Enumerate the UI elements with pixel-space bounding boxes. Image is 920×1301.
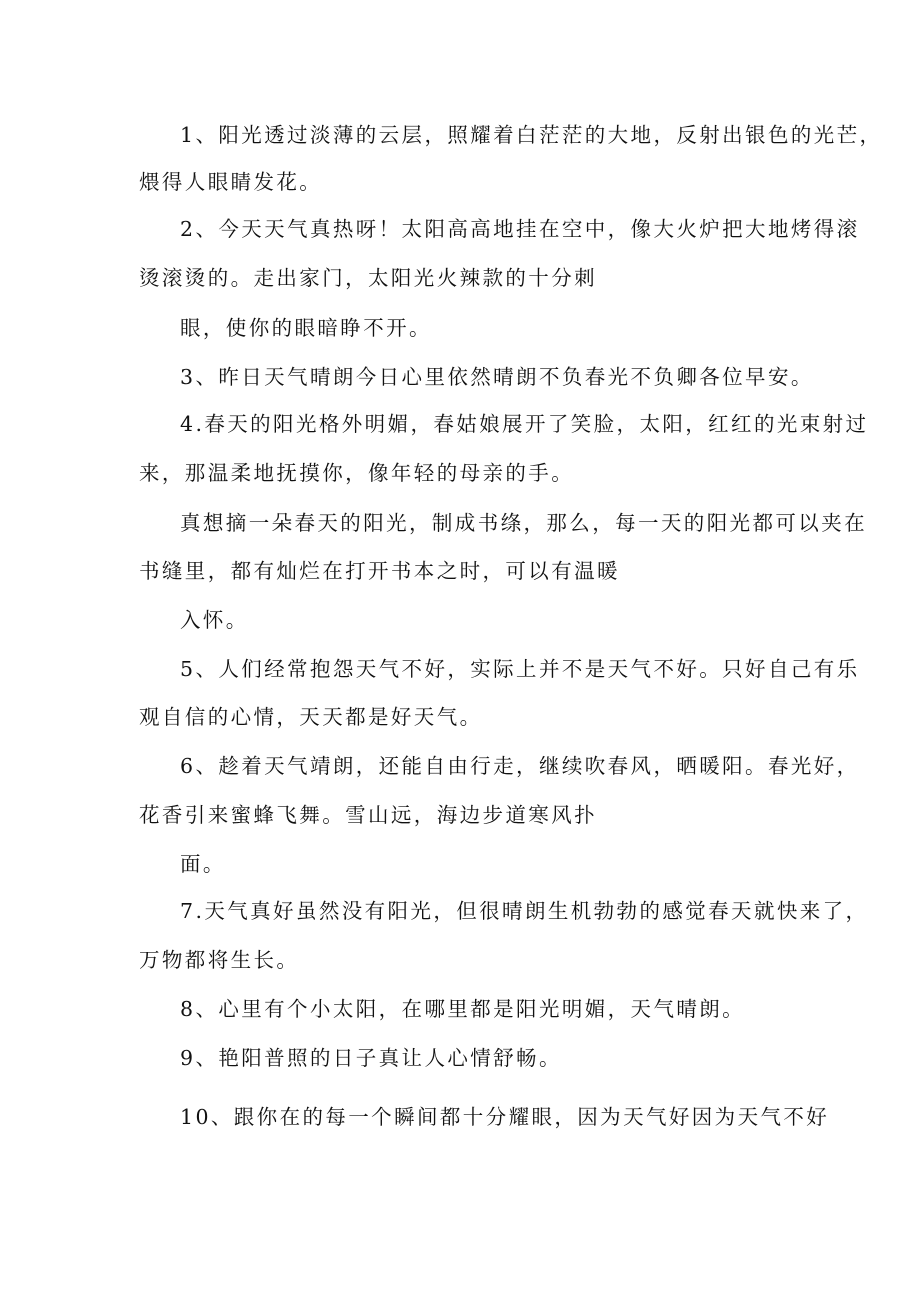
text-line: 烫滚烫的。走出家门，太阳光火辣款的十分刺 [139,266,597,290]
text-line: 面。 [180,852,226,876]
text-line: 10、跟你在的每一个瞬间都十分耀眼，因为天气好因为天气不好 [180,1105,830,1129]
text-line: 真想摘一朵春天的阳光，制成书绦，那么，每一天的阳光都可以夹在 [180,511,867,535]
text-line: 万物都将生长。 [139,948,300,972]
text-line: 3、昨日天气晴朗今日心里依然晴朗不负春光不负卿各位早安。 [180,365,814,389]
text-line: 入怀。 [180,608,249,632]
text-line: 来，那温柔地抚摸你，像年轻的母亲的手。 [139,461,575,485]
text-line: 书缝里，都有灿烂在打开书本之时，可以有温暖 [139,559,620,583]
text-line: 2、今天天气真热呀！太阳高高地挂在空中，像大火炉把大地烤得滚 [180,217,860,241]
text-line: 6、趁着天气靖朗，还能自由行走，继续吹春风，晒暖阳。春光好， [180,754,860,778]
text-line: 9、艳阳普照的日子真让人心情舒畅。 [180,1046,562,1070]
text-line: 花香引来蜜蜂飞舞。雪山远，海边步道寒风扑 [139,803,597,827]
text-line: 8、心里有个小太阳，在哪里都是阳光明媚，天气晴朗。 [180,997,746,1021]
text-line: 眼，使你的眼暗睁不开。 [180,316,432,340]
text-line: 1、阳光透过淡薄的云层，照耀着白茫茫的大地，反射出银色的光芒， [180,123,883,147]
text-line: 7.天气真好虽然没有阳光，但很晴朗生机勃勃的感觉春天就快来了， [180,899,869,923]
text-line: 5、人们经常抱怨天气不好，实际上并不是天气不好。只好自己有乐 [180,657,860,681]
text-line: 煨得人眼睛发花。 [139,170,323,194]
text-line: 4.春天的阳光格外明媚，春姑娘展开了笑脸，太阳，红红的光束射过 [180,412,869,436]
text-line: 观自信的心情，天天都是好天气。 [139,705,483,729]
